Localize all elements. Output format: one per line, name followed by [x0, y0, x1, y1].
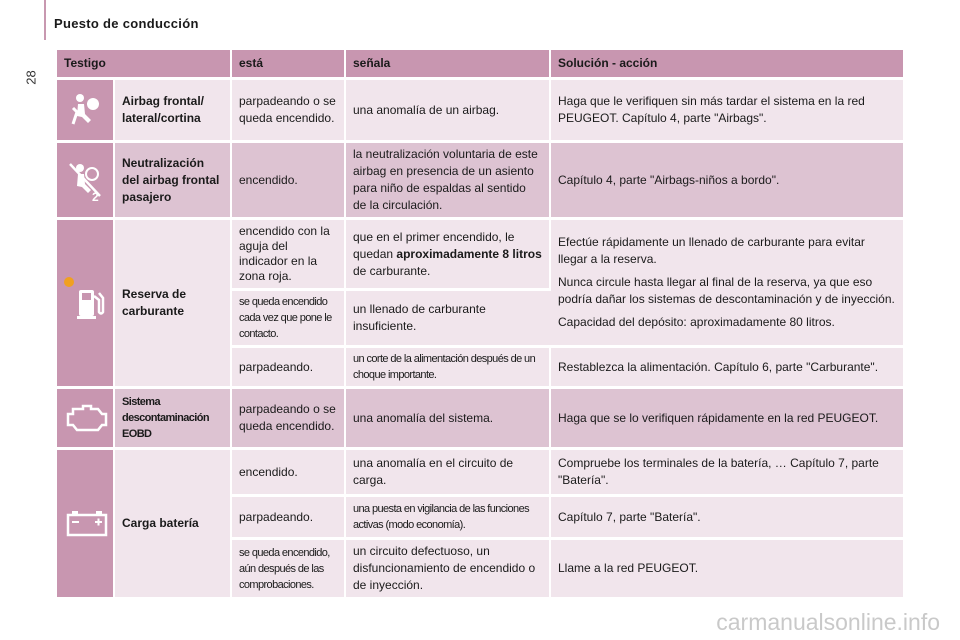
icon-cell: [57, 220, 115, 386]
battery-icon: [64, 509, 106, 539]
icon-cell: [57, 143, 115, 217]
airbag-person-icon: [64, 90, 106, 130]
name-fuel: Reserva de carburante: [115, 220, 232, 386]
state-eobd: parpadeando o se queda encendido.: [232, 389, 346, 447]
table-row-airbag: [57, 80, 903, 140]
header-senala: señala: [346, 50, 551, 77]
action-battery-3: Llame a la red PEUGEOT.: [551, 540, 903, 597]
name-airbag: Airbag frontal/ lateral/cortina: [115, 80, 232, 140]
name-eobd: Sistema descontaminación EOBD: [115, 389, 232, 447]
icon-cell: [57, 450, 115, 597]
state-battery-3: se queda encendido, aún después de las comprobaciones.: [232, 540, 346, 597]
signal-eobd: una anomalía del sistema.: [346, 389, 551, 447]
airbag-off-icon: [64, 158, 106, 202]
action-battery-1: Compruebe los terminales de la batería, … Capítulo 7, parte "Batería".: [551, 450, 903, 494]
action-fuel-1-p1: Efectúe rápidamente un llenado de carburante para evitar llegar a la reserva.: [558, 235, 865, 266]
fuel-pump-icon: [64, 276, 106, 330]
icon-cell: [57, 80, 115, 140]
header-testigo: Testigo: [57, 50, 232, 77]
watermark: carmanualsonline.info: [716, 609, 940, 635]
warning-dot-icon: [64, 277, 74, 287]
name-passenger-airbag: Neutralización del airbag frontal pasajero: [115, 143, 232, 217]
header-esta: está: [232, 50, 346, 77]
table-row-fuel: [57, 220, 903, 288]
action-airbag: Haga que le verifiquen sin más tardar el sistema en la red PEUGEOT. Capítulo 4, parte "Airbags".: [551, 80, 903, 140]
signal-passenger-airbag: la neutralización voluntaria de este airbag en presencia de un asiento para niño de espaldas al sentido de la circulación.: [346, 143, 551, 217]
signal-fuel-3: un corte de la alimentación después de un choque importante.: [346, 348, 551, 386]
action-fuel-3: Restablezca la alimentación. Capítulo 6, parte "Carburante".: [551, 348, 903, 386]
page-number: 28: [23, 70, 39, 85]
state-passenger-airbag: encendido.: [232, 143, 346, 217]
state-fuel-1: encendido con la aguja del indicador en la zona roja.: [232, 220, 346, 288]
signal-battery-1: una anomalía en el circuito de carga.: [346, 450, 551, 494]
signal-fuel-2: un llenado de carburante insuficiente.: [346, 291, 551, 345]
table-row-battery: [57, 450, 903, 494]
state-fuel-2: se queda encendido cada vez que pone le contacto.: [232, 291, 346, 345]
signal-fuel-1-post: de carburante.: [353, 263, 431, 278]
table-row-passenger-airbag: [57, 143, 903, 217]
state-battery-2: parpadeando.: [232, 497, 346, 537]
signal-battery-3: un circuito defectuoso, un disfuncionamiento de encendido o de inyección.: [346, 540, 551, 597]
state-fuel-3: parpadeando.: [232, 348, 346, 386]
table-header-row: [57, 50, 903, 77]
icon-cell: [57, 389, 115, 447]
engine-icon: [64, 401, 106, 435]
signal-airbag: una anomalía de un airbag.: [346, 80, 551, 140]
action-battery-2: Capítulo 7, parte "Batería".: [551, 497, 903, 537]
action-passenger-airbag: Capítulo 4, parte "Airbags-niños a bordo".: [551, 143, 903, 217]
action-fuel-1-p3: Capacidad del depósito: aproximadamente 80 litros.: [558, 315, 835, 329]
signal-fuel-1-bold: aproximadamente 8 litros: [396, 246, 542, 261]
signal-fuel-1-pre: que en el primer encendido, le quedan: [353, 229, 515, 261]
signal-fuel-1: [346, 220, 551, 288]
action-eobd: Haga que se lo verifiquen rápidamente en la red PEUGEOT.: [551, 389, 903, 447]
action-fuel-1-p2: Nunca circule hasta llegar al final de la reserva, ya que eso podría dañar los sistemas de descontaminación y de inyección.: [558, 275, 895, 306]
action-fuel-1: [551, 220, 903, 345]
header-solucion: Solución - acción: [551, 50, 903, 77]
side-bar: [44, 0, 46, 40]
state-battery-1: encendido.: [232, 450, 346, 494]
name-battery: Carga batería: [115, 450, 232, 597]
warning-lights-table: [57, 47, 903, 600]
svg-text:2: 2: [92, 190, 99, 202]
section-title: Puesto de conducción: [54, 16, 199, 31]
signal-battery-2: una puesta en vigilancia de las funciones activas (modo economía).: [346, 497, 551, 537]
table-row-eobd: [57, 389, 903, 447]
state-airbag: parpadeando o se queda encendido.: [232, 80, 346, 140]
